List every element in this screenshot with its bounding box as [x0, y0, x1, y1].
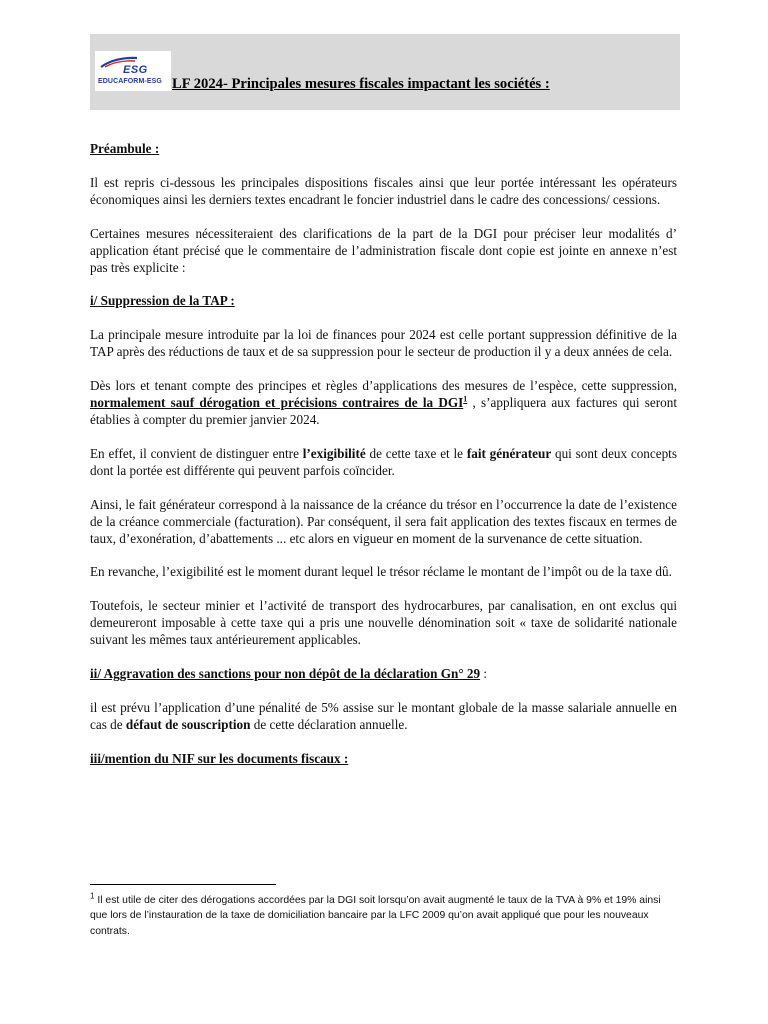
section-1-heading-text: Suppression de la TAP : [97, 293, 235, 309]
section-2-paragraph-1 [90, 700, 677, 734]
paragraph-text: il est prévu l’application d’une pénalité de 5% assise sur le montant globale de la masse salariale annuelle en cas de [90, 699, 677, 732]
page-title: LF 2024- Principales mesures fiscales impactant les sociétés : [172, 76, 550, 92]
paragraph-text: de cette déclaration annuelle. [250, 716, 408, 732]
footnote [90, 893, 680, 939]
section-2-heading-text: Aggravation des sanctions pour non dépôt de la déclaration Gn° 29 [101, 666, 481, 682]
paragraph-text: de cette taxe et le [365, 445, 467, 461]
footnote-text: Il est utile de citer des dérogations accordées par la DGI soit lorsqu’on avait augmenté le taux de la TVA à 9% et 19% ainsi que lors de l’instauration de la taxe de domiciliation bancaire par la LFC 2009 qu’on avait appliqué que pour les nouveaux contrats. [90, 895, 661, 937]
preamble-heading [90, 141, 677, 158]
footnote-mark: 1 [90, 891, 95, 901]
logo-mark: ESG [123, 64, 148, 76]
section-2-prefix: ii/ [90, 666, 101, 682]
document-header [90, 34, 680, 110]
section-1-paragraph-3 [90, 446, 677, 480]
section-2-heading [90, 666, 677, 683]
logo-text: EDUCAFORM-ESG [98, 78, 162, 85]
educaform-logo [95, 51, 171, 91]
footnote-separator [90, 884, 276, 885]
term-fait-generateur: fait générateur [466, 445, 552, 461]
term-exigibilite: l’exigibilité [302, 445, 366, 461]
section-1-paragraph-6: Toutefois, le secteur minier et l’activité de transport des hydrocarbures, par canalisation, en ont exclus qui demeureront imposable à cette taxe qui a pris une nouvelle dénomination soit « taxe de solidarité nationale suivant les mêmes taux antérieurement applicables. [90, 598, 677, 648]
dgi-derogation-emphasis: normalement sauf dérogation et précisions contraires de la DGI [90, 395, 464, 411]
section-1-paragraph-2 [90, 378, 677, 429]
footnote-reference[interactable]: 1 [463, 394, 468, 404]
section-2-suffix: : [480, 666, 488, 682]
section-3-heading [90, 751, 677, 768]
paragraph-text: En effet, il convient de distinguer entre [90, 445, 303, 461]
term-defaut-souscription: défaut de souscription [125, 716, 251, 732]
document-body [90, 141, 677, 768]
preamble-heading-text: Préambule : [90, 141, 160, 156]
section-1-paragraph-1: La principale mesure introduite par la loi de finances pour 2024 est celle portant suppression définitive de la TAP après des réductions de taux et de sa suppression pour le secteur de production il y a deux années de cela. [90, 327, 677, 360]
paragraph-text: qui sont deux concepts dont la portée est différente qui peuvent parfois coïncider. [90, 445, 677, 478]
paragraph-text: , s’appliquera aux factures qui seront établies à compter du premier janvier 2024. [90, 395, 677, 427]
section-1-paragraph-4: Ainsi, le fait générateur correspond à la naissance de la créance du trésor en l’occurrence la date de l’existence de la créance commerciale (facturation). Par conséquent, il sera fait application des textes fiscaux en termes de taux, d’exonération, d’abattements ... etc alors en vigueur en moment de la survenance de cette situation. [90, 496, 677, 546]
paragraph-text: Dès lors et tenant compte des principes et règles d’applications des mesures de l’espèce, cette suppression, [90, 378, 677, 394]
preamble-paragraph-1: Il est repris ci-dessous les principales dispositions fiscales ainsi que leur portée intéressant les opérateurs économiques ainsi les derniers textes encadrant le foncier industriel dans le cadre des concessions/ cessions. [90, 174, 677, 207]
section-1-heading [90, 293, 677, 310]
section-1-prefix: i/ [90, 293, 98, 309]
preamble-paragraph-2: Certaines mesures nécessiteraient des clarifications de la part de la DGI pour préciser leur modalités d’ application étant précisé que le commentaire de l’administration fiscale dont copie est jointe en annexe n’est pas très explicite : [90, 225, 677, 275]
section-3-heading-text: iii/mention du NIF sur les documents fiscaux : [90, 750, 349, 766]
section-1-paragraph-5: En revanche, l’exigibilité est le moment durant lequel le trésor réclame le montant de l’impôt ou de la taxe dû. [90, 564, 672, 580]
